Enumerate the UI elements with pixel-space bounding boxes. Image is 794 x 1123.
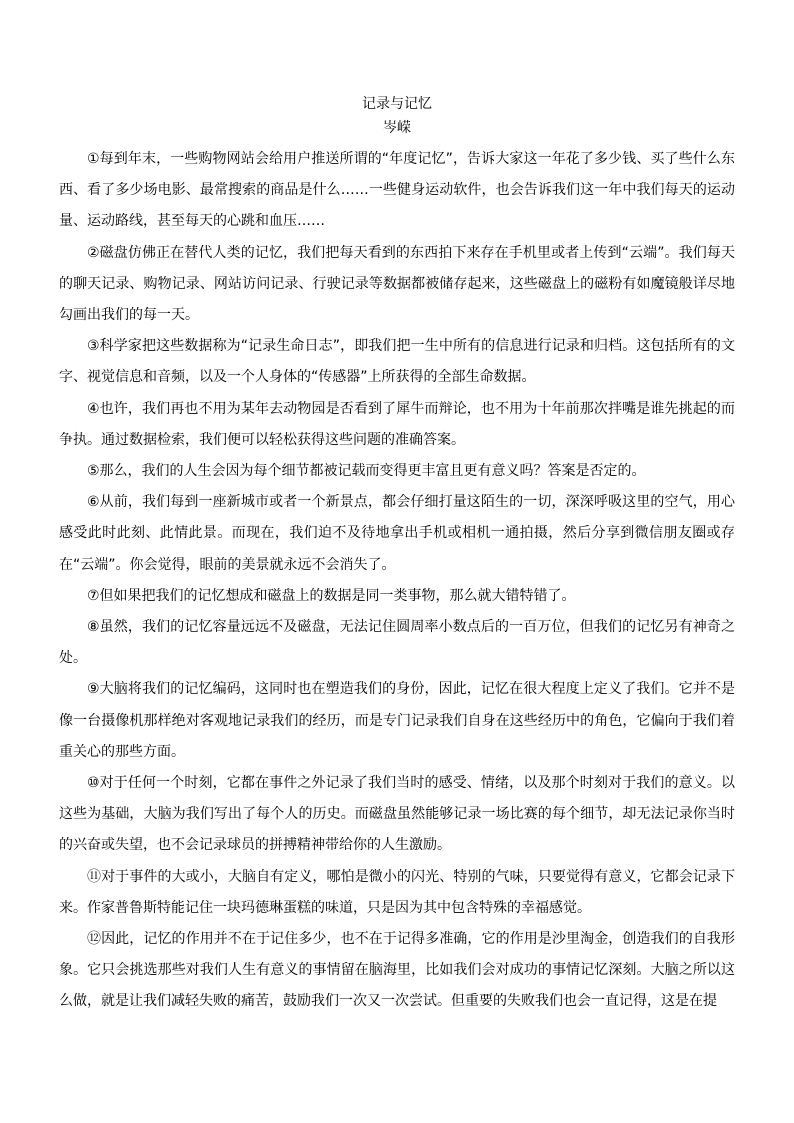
paragraph-6: ⑥从前，我们每到一座新城市或者一个新景点，都会仔细打量这陌生的一切，深深呼吸这里的空气，用心感受此时此刻、此情此景。而现在，我们迫不及待地拿出手机或相机一通拍摄，然后分享到微信朋友圈或存在“云端”。你会觉得，眼前的美景就永远不会消失了。 bbox=[59, 494, 735, 573]
paragraph-3: ③科学家把这些数据称为“记录生命日志”，即我们把一生中所有的信息进行记录和归档。这包括所有的文字、视觉信息和音频，以及一个人身体的“传感器”上所获得的全部生命数据。 bbox=[59, 338, 735, 386]
paragraph-9: ⑨大脑将我们的记忆编码，这同时也在塑造我们的身份，因此，记忆在很大程度上定义了我们。它并不是像一台摄像机那样绝对客观地记录我们的经历，而是专门记录我们自身在这些经历中的角色，它偏向于我们着重关心的那些方面。 bbox=[59, 681, 735, 760]
paragraph-2: ②磁盘仿佛正在替代人类的记忆，我们把每天看到的东西拍下来存在手机里或者上传到“云端”。我们每天的聊天记录、购物记录、网站访问记录、行驶记录等数据都被储存起来，这些磁盘上的磁粉有如魔镜般详尽地勾画出我们的每一天。 bbox=[59, 244, 735, 324]
paragraph-7: ⑦但如果把我们的记忆想成和磁盘上的数据是同一类事物，那么就大错特错了。 bbox=[87, 587, 576, 604]
document-title: 记录与记忆 bbox=[362, 96, 432, 112]
paragraph-8: ⑧虽然，我们的记忆容量远远不及磁盘，无法记住圆周率小数点后的一百万位，但我们的记忆另有神奇之处。 bbox=[59, 619, 735, 667]
paragraph-11: ⑪对于事件的大或小，大脑自有定义，哪怕是微小的闪光、特别的气味，只要觉得有意义，它都会记录下来。作家普鲁斯特能记住一块玛德琳蛋糕的味道，只是因为其中包含特殊的幸福感觉。 bbox=[59, 868, 735, 916]
paragraph-10: ⑩对于任何一个时刻，它都在事件之外记录了我们当时的感受、情绪，以及那个时刻对于我们的意义。以这些为基础，大脑为我们写出了每个人的历史。而磁盘虽然能够记录一场比赛的每个细节，却无法记录你当时的兴奋或失望，也不会记录球员的拼搏精神带给你的人生激励。 bbox=[59, 775, 735, 854]
paragraph-12: ⑫因此，记忆的作用并不在于记住多少，也不在于记得多准确，它的作用是沙里淘金，创造我们的自我形象。它只会挑选那些对我们人生有意义的事情留在脑海里，比如我们会对成功的事情记忆深刻。大脑之所以这么做，就是让我们减轻失败的痛苦，鼓励我们一次又一次尝试。但重要的失败我们也会一直记得，这是在提 bbox=[59, 931, 735, 1010]
paragraph-1: ①每到年末，一些购物网站会给用户推送所谓的“年度记忆”，告诉大家这一年花了多少钱、买了些什么东西、看了多少场电影、最常搜索的商品是什么……一些健身运动软件，也会告诉我们这一年中我们每天的运动量、运动路线，甚至每天的心跳和血压…… bbox=[59, 151, 735, 230]
paragraph-4: ④也许，我们再也不用为某年去动物园是否看到了犀牛而辩论，也不用为十年前那次拌嘴是谁先挑起的而争执。通过数据检索，我们便可以轻松获得这些问题的准确答案。 bbox=[59, 400, 735, 448]
paragraph-5: ⑤那么，我们的人生会因为每个细节都被记载而变得更丰富且更有意义吗？答案是否定的。 bbox=[87, 463, 646, 480]
document-page bbox=[59, 92, 735, 1018]
document-author: 岑嵘 bbox=[383, 120, 411, 136]
